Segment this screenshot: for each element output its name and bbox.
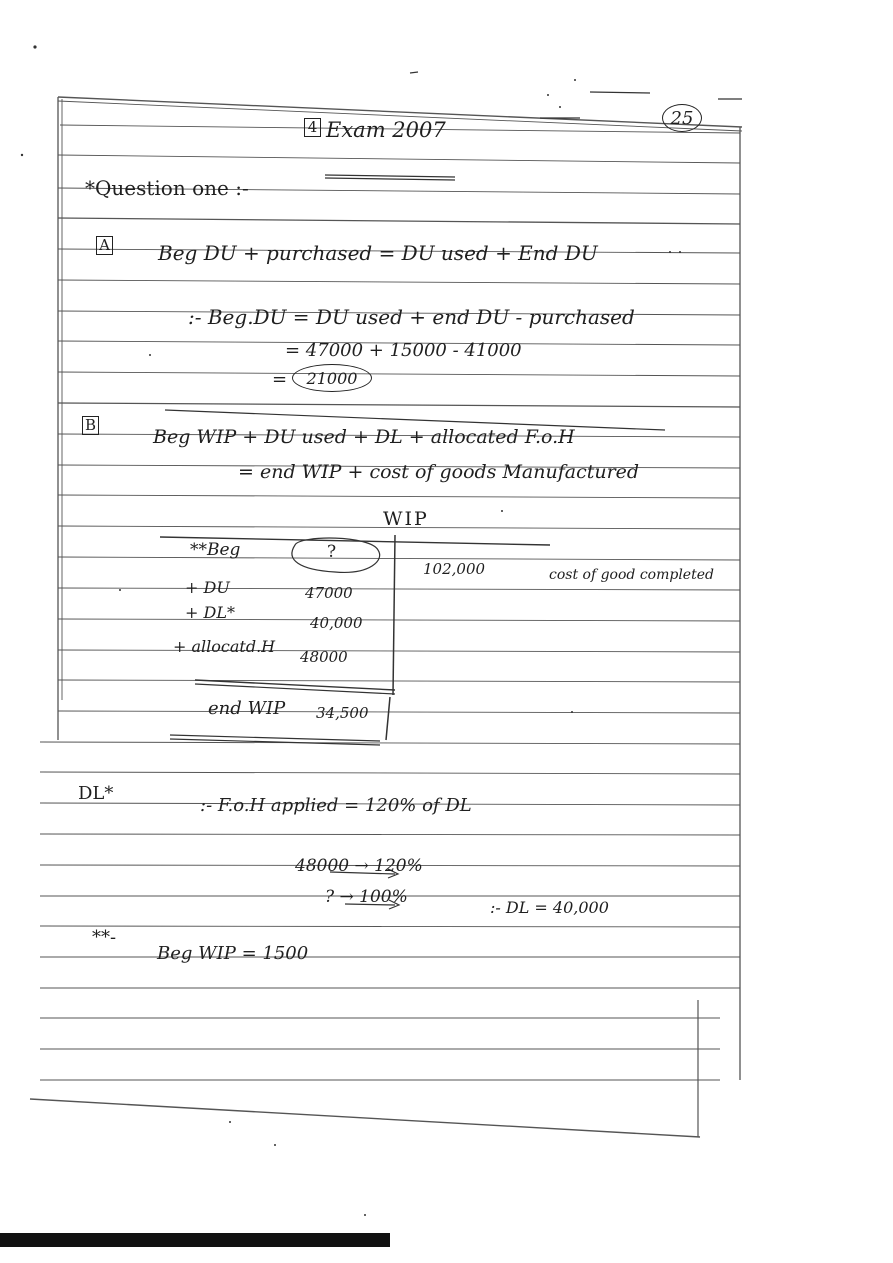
title-box-number: 4 <box>304 118 321 137</box>
t-debit-label-1: + DU <box>185 578 230 597</box>
part-a-equation: Beg DU + purchased = DU used + End DU <box>158 241 598 265</box>
part-b-label: B <box>82 416 99 435</box>
part-a-result: 21000 <box>292 364 372 392</box>
t-debit-label-2: + DL* <box>185 603 235 622</box>
t-debit-value-1: 47000 <box>305 584 353 602</box>
beg-note-line: Beg WIP = 1500 <box>157 943 309 964</box>
t-debit-value-3: 48000 <box>300 648 348 666</box>
t-ending-value: 34,500 <box>316 704 369 722</box>
part-a-substituted: = 47000 + 15000 - 41000 <box>285 340 522 361</box>
dl-note-line1: :- F.o.H applied = 120% of DL <box>200 795 472 816</box>
beg-note-label: **- <box>92 927 117 948</box>
dl-note-label: DL* <box>78 783 114 804</box>
part-b-equation-line1: Beg WIP + DU used + DL + allocated F.o.H <box>153 426 575 448</box>
question-heading: *Question one :- <box>85 176 249 200</box>
part-a-label: A <box>96 236 113 255</box>
t-debit-value-0: ? <box>327 542 337 562</box>
t-credit-value: 102,000 <box>423 560 486 578</box>
page-title: Exam 2007 <box>326 118 446 142</box>
page-number: 25 <box>662 104 702 132</box>
part-a-rearranged: :- Beg.DU = DU used + end DU - purchased <box>188 305 635 329</box>
dl-note-line3: ? → 100% <box>325 887 408 907</box>
part-b-equation-line2: = end WIP + cost of goods Manufactured <box>238 461 640 483</box>
t-ending-label: end WIP <box>208 698 286 719</box>
t-debit-label-3: + allocatd.H <box>173 637 276 656</box>
t-account-title: WIP <box>383 508 429 530</box>
t-debit-label-0: **Beg <box>190 540 241 560</box>
t-credit-label: cost of good completed <box>549 567 714 583</box>
t-debit-value-2: 40,000 <box>310 614 363 632</box>
part-a-result-prefix: = <box>272 369 288 390</box>
dl-note-result: :- DL = 40,000 <box>490 898 609 917</box>
dl-note-line2: 48000 → 120% <box>295 856 423 876</box>
scan-edge <box>0 1233 390 1247</box>
